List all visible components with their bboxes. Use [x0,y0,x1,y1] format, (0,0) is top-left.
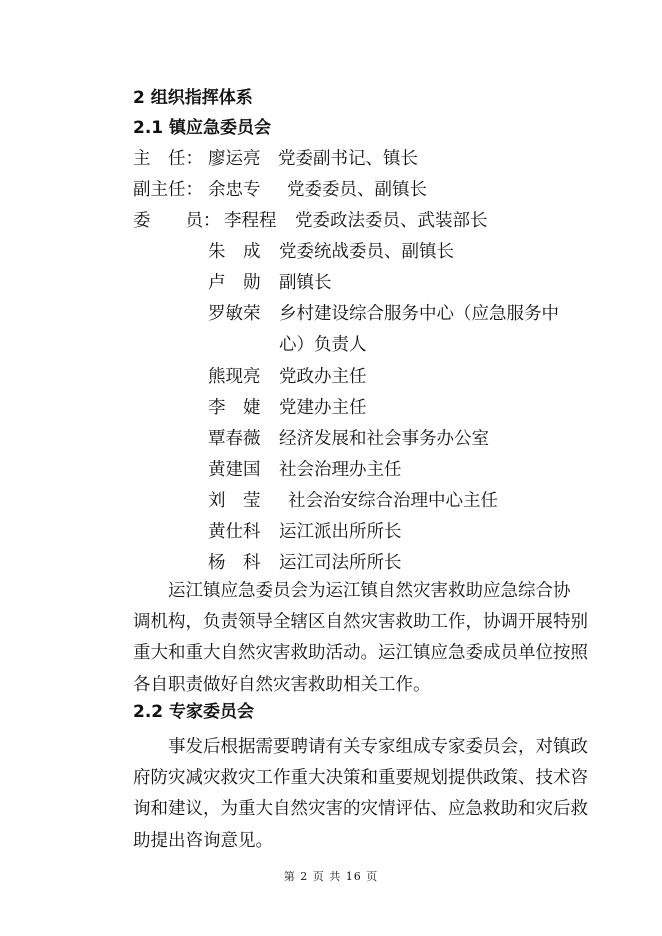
member-role: 党委统战委员、副镇长 [279,242,454,262]
member-label: 委 员： [133,211,221,231]
member-role: 党政办主任 [279,367,367,387]
page-number-footer: 第 2 页 共 16 页 [283,870,379,883]
section-heading-2: 2 组织指挥体系 [133,88,253,108]
deputy-label: 副主任： [133,180,203,200]
director-name: 廖运亮 [208,149,261,169]
paragraph-line: 各自职责做好自然灾害救助相关工作。 [133,674,431,695]
member-role-continuation: 心）负责人 [279,335,367,355]
paragraph-line: 询和建议，为重大自然灾害的灾情评估、应急救助和灾后救 [133,799,588,820]
member-name: 覃春薇 [208,429,261,449]
member-role: 副镇长 [279,273,332,293]
member-name: 黄建国 [208,460,261,480]
section-heading-2-2: 2.2 专家委员会 [133,702,255,722]
section-heading-2-1: 2.1 镇应急委员会 [133,118,272,138]
member-name: 卢 勋 [208,273,261,293]
member-name: 罗敏荣 [208,304,261,324]
member-name: 杨 科 [208,553,261,573]
member-role: 社会治安综合治理中心主任 [288,491,498,511]
member-name: 朱 成 [208,242,261,262]
member-role: 运江司法所所长 [279,553,402,573]
paragraph-line: 调机构，负责领导全辖区自然灾害救助工作，协调开展特别 [133,612,588,633]
member-role: 党建办主任 [279,398,367,418]
paragraph-line: 事发后根据需要聘请有关专家组成专家委员会，对镇政 [133,737,588,757]
member-role: 运江派出所所长 [279,522,402,542]
body-paragraph [133,576,588,701]
paragraph-line: 重大和重大自然灾害救助活动。运江镇应急委成员单位按照 [133,643,588,664]
deputy-role: 党委委员、副镇长 [287,180,427,200]
body-paragraph [133,732,588,857]
first-member-name: 李程程 [224,211,277,231]
member-role: 经济发展和社会事务办公室 [279,429,489,449]
first-member-role: 党委政法委员、武装部长 [295,211,488,231]
member-name: 李 婕 [208,398,261,418]
member-role: 乡村建设综合服务中心（应急服务中 [279,304,559,324]
member-name: 黄仕科 [208,522,261,542]
member-name: 熊现亮 [208,367,261,387]
member-name: 刘 莹 [208,491,261,511]
paragraph-line: 助提出咨询意见。 [133,830,273,851]
deputy-name: 余忠专 [208,180,261,200]
paragraph-line: 府防灾减灾救灾工作重大决策和重要规划提供政策、技术咨 [133,768,588,789]
director-label: 主 任： [133,149,203,169]
director-role: 党委副书记、镇长 [278,149,418,169]
member-role: 社会治理办主任 [279,460,402,480]
paragraph-line: 运江镇应急委员会为运江镇自然灾害救助应急综合协 [133,581,571,601]
